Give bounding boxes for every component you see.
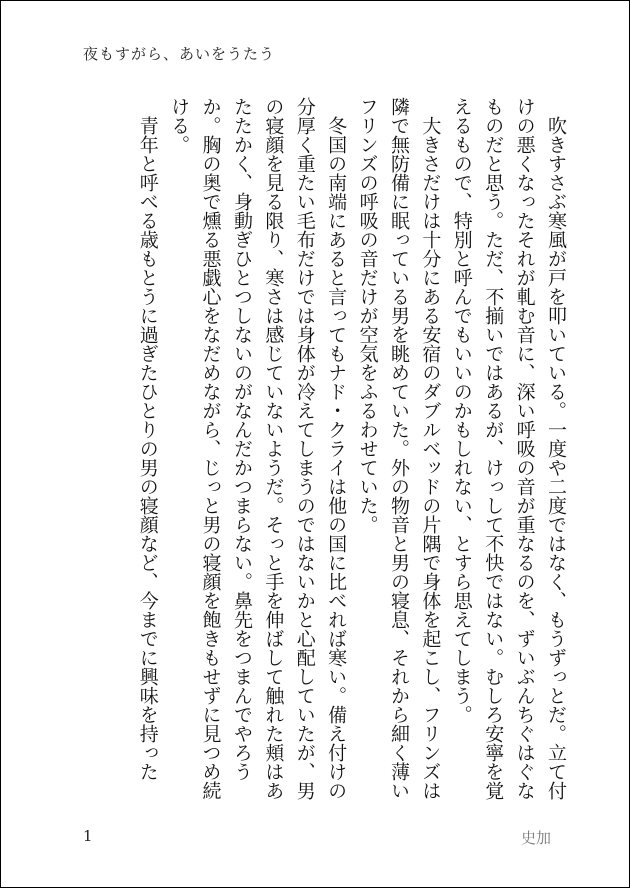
author-name: 史加 (521, 829, 552, 847)
vertical-body-text (71, 97, 571, 801)
paragraph-1: 吹きすさぶ寒風が戸を叩いている。一度や二度ではなく、もうずっとだ。立て付けの悪くなったそれが軋む音に、深い呼吸の音が重なるのを、ずいぶんちぐはぐなものだと思う。ただ、不揃いではあるが、けっして不快ではない。むしろ安寧を覚えるもので、特別と呼んでもいいのかもしれない、とすら思えてしまう。 (450, 97, 567, 800)
paragraph-4: 青年と呼べる歳もとうに過ぎたひとりの男の寝顔など、今までに興味を持った (136, 116, 159, 781)
paragraph-3: 冬国の南端にあると言ってもナド・クライは他の国に比べれば寒い。備え付けの分厚く重たい毛布だけでは身体が冷えてしまうのではないかと心配していたが、男の寝顔を見る限り、寒さは感じていないようだ。そっと手を伸ばして触れた頬はあたたかく、身動ぎひとつしないのがなんだかつまらない。鼻先をつまんでやろうか。胸の奥で燻る悪戯心をなだめながら、じっと男の寝顔を飽きもせずに見つめ続ける。 (168, 97, 348, 800)
paragraph-2: 大きさだけは十分にある安宿のダブルベッドの片隅で身体を起こし、フリンズは隣で無防備に眠っている男を眺めていた。外の物音と男の寝息、それから細く薄いフリンズの呼吸の音だけが空気をふるわせていた。 (356, 97, 442, 800)
running-header-title: 夜もすがら、あいをうたう (83, 45, 276, 63)
page-number: 1 (83, 827, 93, 845)
